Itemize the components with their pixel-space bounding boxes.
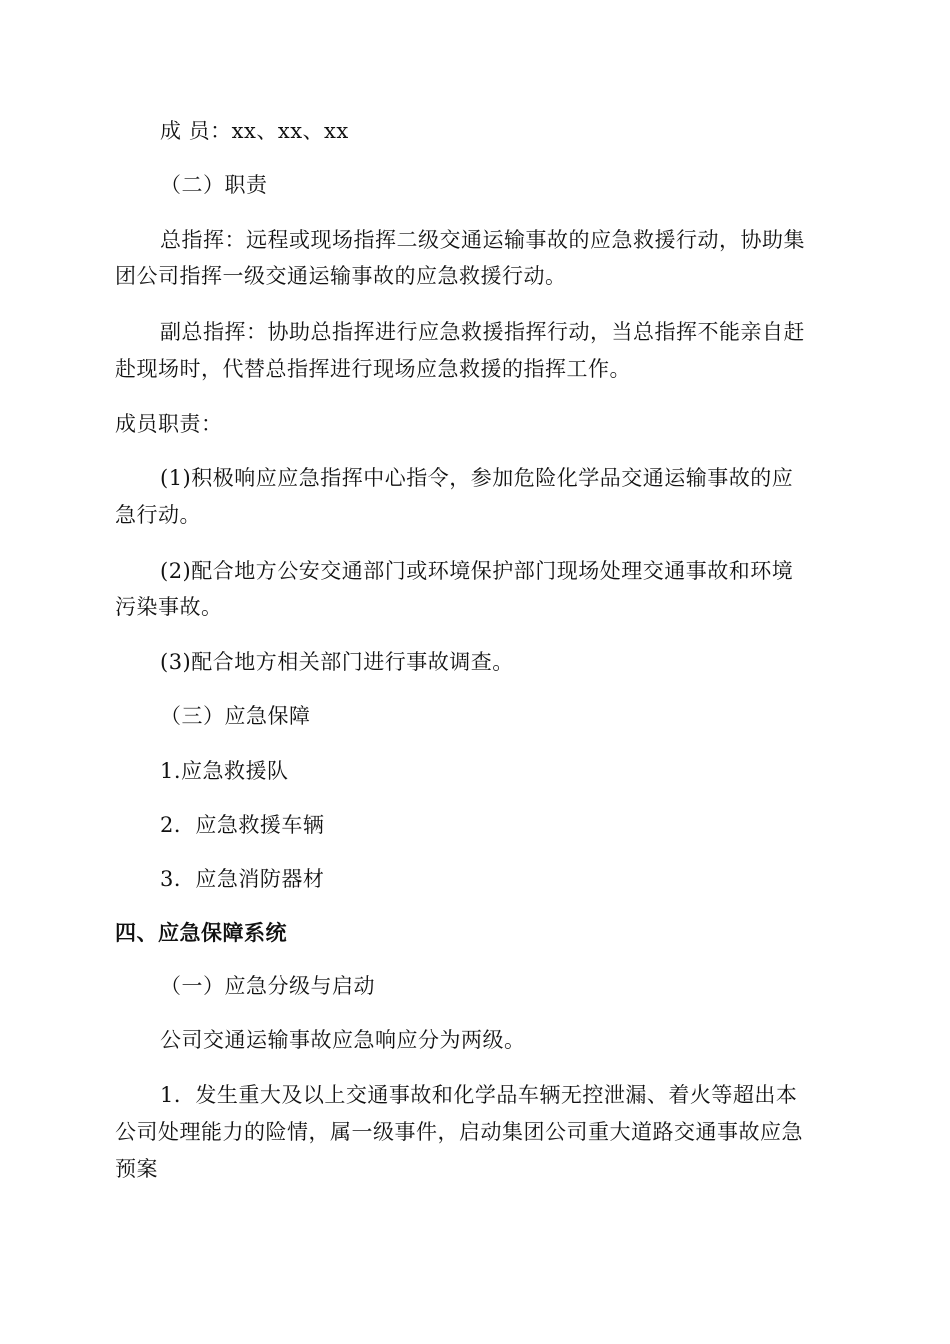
chapter-heading: 四、应急保障系统	[115, 921, 287, 945]
support-item-1: 1.应急救援队	[160, 759, 289, 783]
duty-item-1-line-1: (1)积极响应应急指挥中心指令，参加危险化学品交通运输事故的应	[160, 466, 794, 490]
members-line: 成 员：xx、xx、xx	[160, 119, 349, 143]
deputy-duty-line-2: 赴现场时，代替总指挥进行现场应急救援的指挥工作。	[115, 357, 631, 381]
commander-duty-line-2: 团公司指挥一级交通运输事故的应急救援行动。	[115, 264, 567, 288]
duty-item-3: (3)配合地方相关部门进行事故调查。	[160, 650, 514, 674]
support-item-3: 3．应急消防器材	[160, 867, 325, 891]
level1-line-1: 1．发生重大及以上交通事故和化学品车辆无控泄漏、着火等超出本	[160, 1083, 798, 1107]
section-grading-heading: （一）应急分级与启动	[160, 974, 375, 998]
duty-item-1-line-2: 急行动。	[115, 503, 201, 527]
section-support-heading: （三）应急保障	[160, 704, 311, 728]
duty-item-2-line-2: 污染事故。	[115, 595, 223, 619]
level1-line-2: 公司处理能力的险情，属一级事件，启动集团公司重大道路交通事故应急	[115, 1120, 803, 1144]
duty-item-2-line-1: (2)配合地方公安交通部门或环境保护部门现场处理交通事故和环境	[160, 559, 794, 583]
commander-duty-line-1: 总指挥：远程或现场指挥二级交通运输事故的应急救援行动，协助集	[160, 228, 805, 252]
level1-line-3: 预案	[115, 1157, 158, 1181]
section-duties-heading: （二）职责	[160, 173, 268, 197]
grading-intro: 公司交通运输事故应急响应分为两级。	[160, 1028, 526, 1052]
support-item-2: 2．应急救援车辆	[160, 813, 325, 837]
member-duties-label: 成员职责：	[115, 412, 223, 436]
deputy-duty-line-1: 副总指挥：协助总指挥进行应急救援指挥行动，当总指挥不能亲自赶	[160, 320, 805, 344]
